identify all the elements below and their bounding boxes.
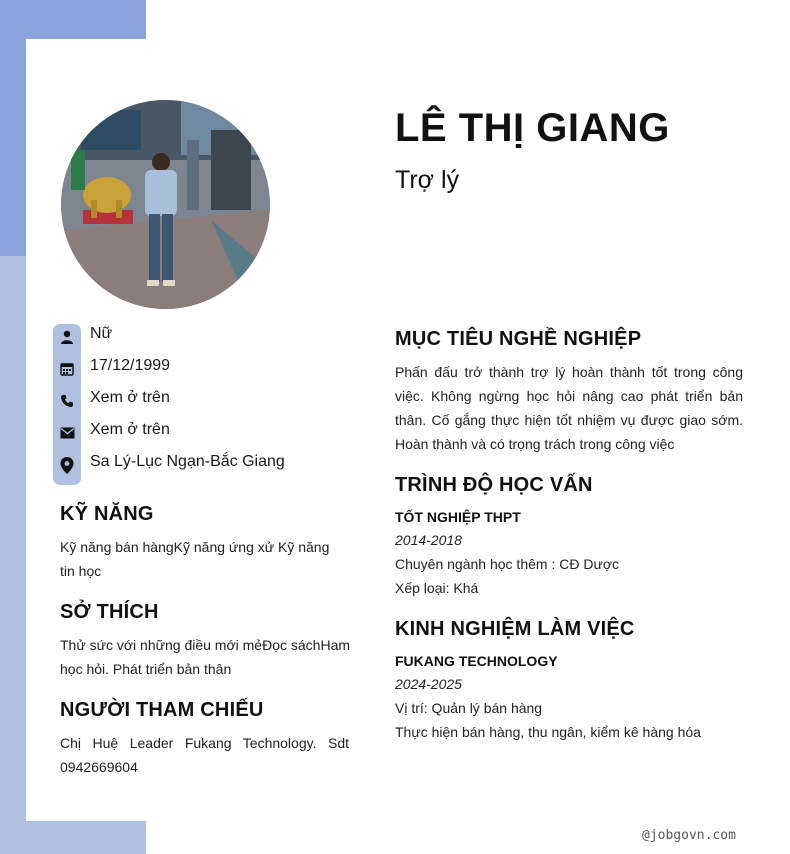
education-period: 2014-2018 [395,532,462,548]
contact-address-value: Sa Lý-Lục Ngạn-Bắc Giang [90,453,285,470]
contact-gender-value: Nữ [90,325,113,342]
experience-company: FUKANG TECHNOLOGY [395,653,558,669]
skills-text: Kỹ năng bán hàngKỹ năng ứng xử Kỹ năng tin học [60,539,330,579]
experience-period: 2024-2025 [395,676,462,692]
person-icon [53,321,81,353]
education-title: TỐT NGHIỆP THPT [395,509,521,525]
references-text: Chị Huệ Leader Fukang Technology. Sdt 0942669604 [60,735,349,775]
experience-line: Vị trí: Quản lý bán hàng [395,700,543,716]
contact-phone [53,385,353,417]
contact-birthday [53,353,353,385]
objective-heading: MỤC TIÊU NGHỀ NGHIỆP [395,328,642,350]
watermark: @jobgovn.com [642,828,736,843]
contact-address [53,449,353,481]
education-line: Chuyên ngành học thêm : CĐ Dược [395,556,619,572]
mail-icon [53,417,81,449]
contact-gender [53,321,353,353]
skills-heading: KỸ NĂNG [60,503,154,525]
candidate-name: LÊ THỊ GIANG [395,106,670,150]
education-line: Xếp loại: Khá [395,580,479,596]
avatar [61,100,270,309]
experience-line: Thực hiện bán hàng, thu ngân, kiểm kê hàng hóa [395,724,701,740]
contact-phone-value: Xem ở trên [90,389,170,406]
phone-icon [53,385,81,417]
objective-text: Phấn đấu trở thành trợ lý hoàn thành tốt trong công việc. Không ngừng học hỏi nâng cao phát triển bản thân. Cố gắng thực hiện tốt nhiệm vụ được giao sớm. Hoàn thành và có trọng trách trong công việc [395,364,743,452]
location-pin-icon [53,449,81,481]
contact-birthday-value: 17/12/1999 [90,357,171,374]
hobbies-text: Thử sức với những điều mới mẻĐọc sáchHam học hỏi. Phát triển bản thân [60,637,351,677]
contact-email-value: Xem ở trên [90,421,170,438]
calendar-icon [53,353,81,385]
profile-photo [61,100,270,309]
education-heading: TRÌNH ĐỘ HỌC VẤN [395,474,593,496]
candidate-role: Trợ lý [395,166,460,194]
contact-email [53,417,353,449]
hobbies-heading: SỞ THÍCH [60,601,159,623]
references-heading: NGƯỜI THAM CHIẾU [60,699,264,721]
experience-heading: KINH NGHIỆM LÀM VIỆC [395,618,635,640]
